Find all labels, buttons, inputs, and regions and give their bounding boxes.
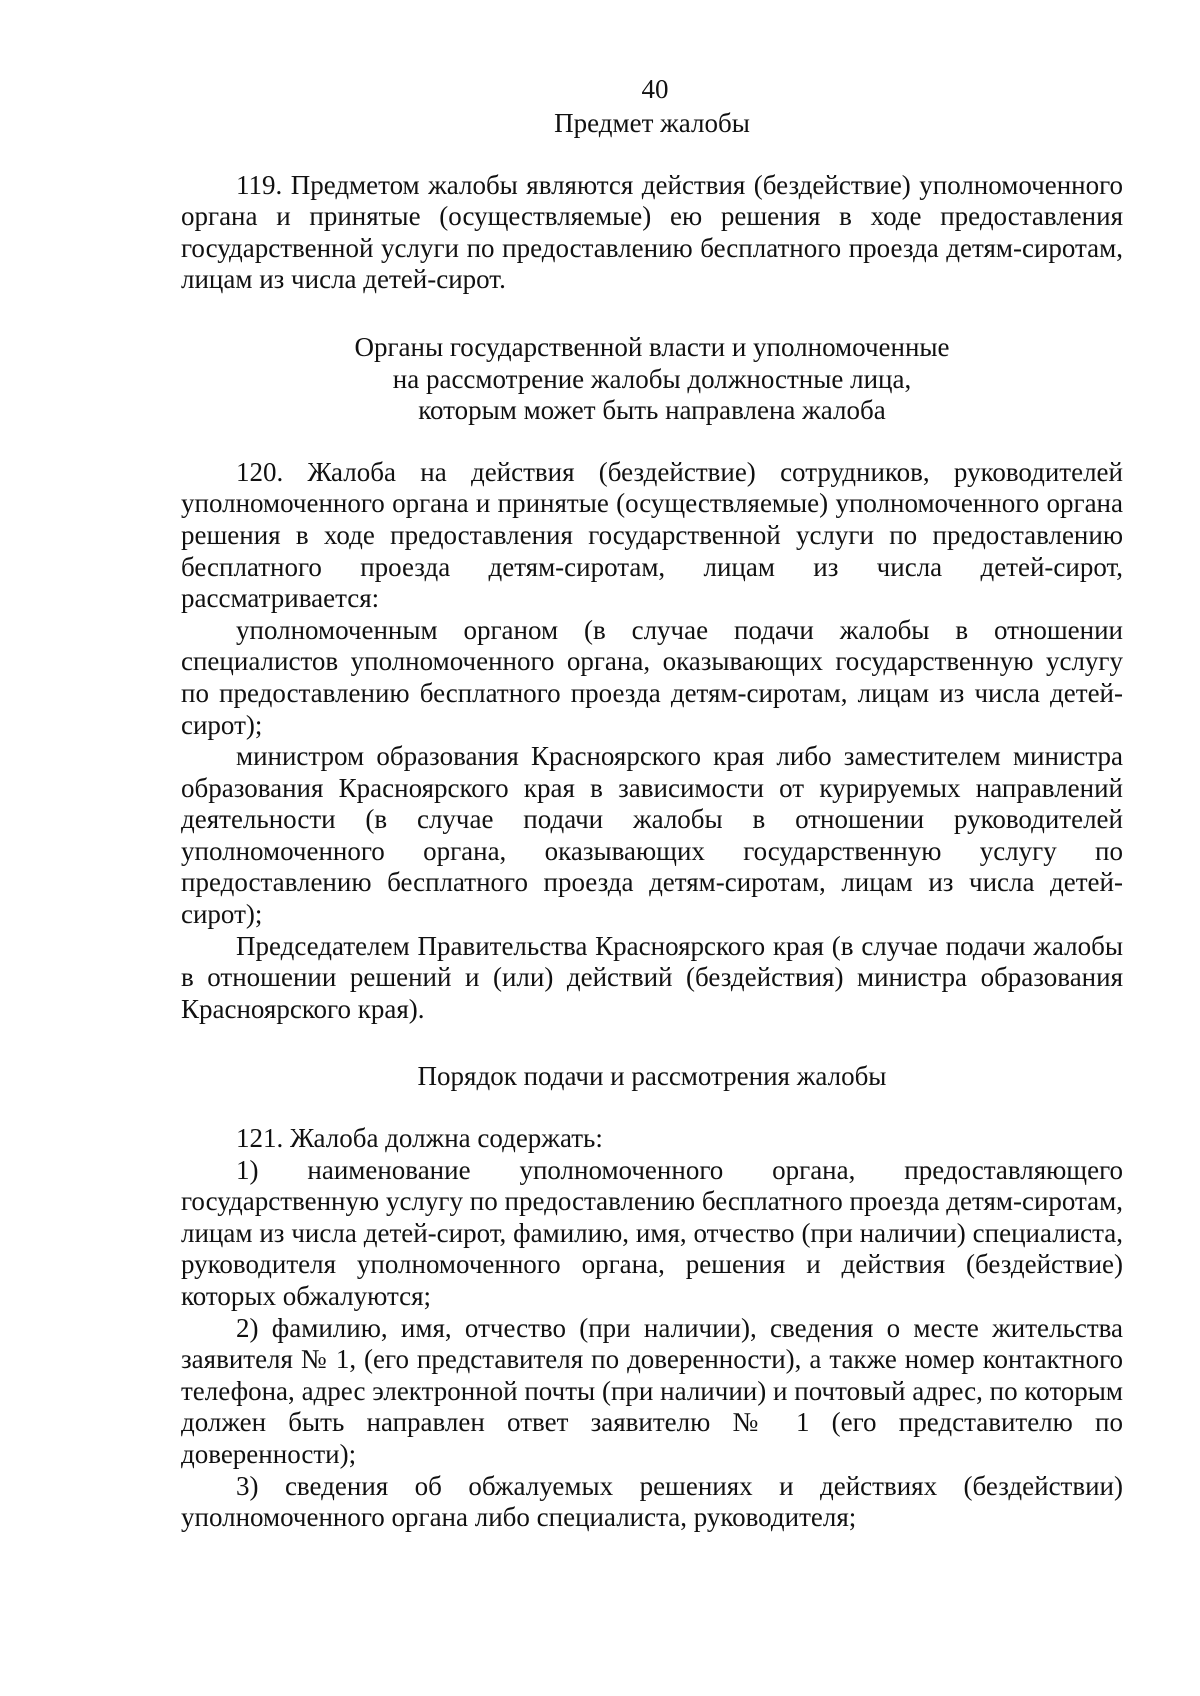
section-heading-authorities-line2: на рассмотрение жалобы должностные лица,: [392, 363, 912, 394]
page-number: 40: [641, 74, 669, 104]
section-heading-subject: Предмет жалобы: [554, 108, 750, 138]
paragraph-121-item-2: 2) фамилию, имя, отчество (при наличии), сведения о месте жительства заявителя № 1, (его представителя по доверенности), а также номер контактного телефона, адрес электронной почты (при наличии) и почтовый адрес, по которым должен быть направлен ответ заявителю № 1 (его представителю по доверенности);: [181, 1312, 1123, 1469]
paragraph-120-minister: министром образования Красноярского края либо заместителем министра образования Красноярского края в зависимости от курируемых направлений деятельности (в случае подачи жалобы в отношении руководителей уполномоченного органа, оказывающих государственную услугу по предоставлению бесплатного проезда детям-сиротам, лицам из числа детей-сирот);: [181, 741, 1123, 930]
section-heading-authorities-line1: Органы государственной власти и уполномоченные: [354, 331, 950, 362]
paragraph-119: 119. Предметом жалобы являются действия (бездействие) уполномоченного органа и принятые (осуществляемые) ею решения в ходе предоставления государственной услуги по предоставлению бесплатного проезда детям-сиротам, лицам из числа детей-сирот.: [181, 169, 1123, 295]
paragraph-121-item-3: 3) сведения об обжалуемых решениях и действиях (бездействии) уполномоченного органа либо специалиста, руководителя;: [181, 1470, 1123, 1533]
section-heading-procedure: Порядок подачи и рассмотрения жалобы: [417, 1061, 887, 1092]
paragraph-121-item-1: 1) наименование уполномоченного органа, предоставляющего государственную услугу по предоставлению бесплатного проезда детям-сиротам, лицам из числа детей-сирот, фамилию, имя, отчество (при наличии) специалиста, руководителя уполномоченного органа, решения и действия (бездействие) которых обжалуются;: [181, 1154, 1123, 1311]
paragraph-120-authorized-body: уполномоченным органом (в случае подачи жалобы в отношении специалистов уполномоченного органа, оказывающих государственную услугу по предоставлению бесплатного проезда детям-сиротам, лицам из числа детей-сирот);: [181, 614, 1123, 740]
paragraph-120-chairman: Председателем Правительства Красноярского края (в случае подачи жалобы в отношении решений и (или) действий (бездействия) министра образования Красноярского края).: [181, 930, 1123, 1024]
paragraph-121: 121. Жалоба должна содержать:: [236, 1123, 603, 1154]
section-heading-authorities-line3: которым может быть направлена жалоба: [418, 395, 886, 426]
document-body: [181, 108, 1123, 1534]
paragraph-120: 120. Жалоба на действия (бездействие) сотрудников, руководителей уполномоченного органа и принятые (осуществляемые) уполномоченного органа решения в ходе предоставления государственной услуги по предоставлению бесплатного проезда детям-сиротам, лицам из числа детей-сирот, рассматривается:: [181, 456, 1123, 614]
